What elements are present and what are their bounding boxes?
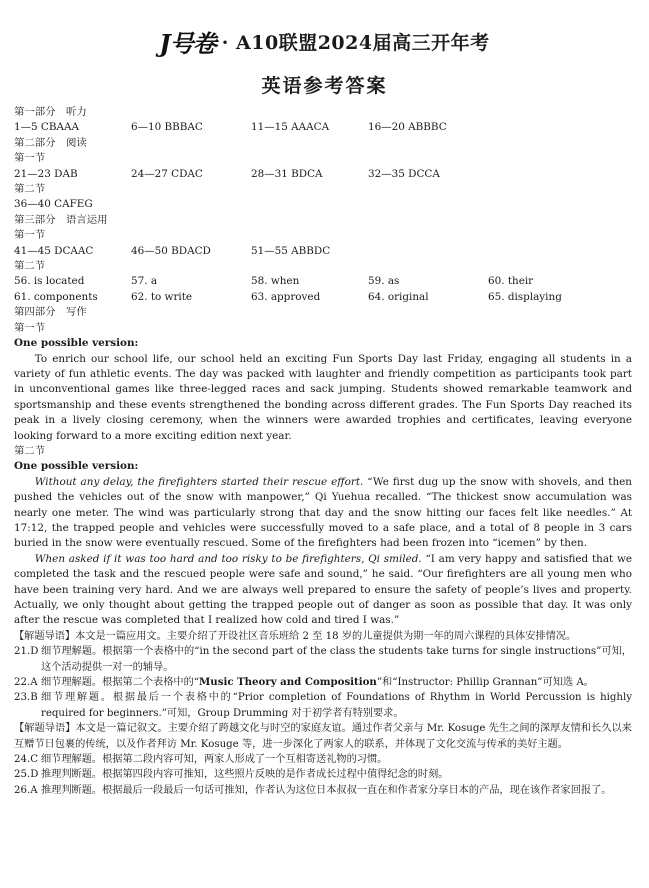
fill-answer: 56. is located	[14, 275, 85, 288]
explanation-text: 细节理解题。根据最后一个表格中的“Prior completion of Foundations of Rhythm in World Percussion is highly required for beginners.”可知，Group Drumming 对于初学者有特别要求。	[41, 692, 632, 719]
answer-group: 1—5 CBAAA	[14, 121, 80, 134]
sample-essay-2-para-1	[14, 475, 632, 552]
explanation-text	[41, 675, 632, 690]
passage-guide-a: 【解题导语】本文是一篇应用文。主要介绍了开设社区音乐班给 2 至 18 岁的儿童提供为期一年的周六课程的具体安排情况。	[14, 630, 577, 642]
essay-text: “I am very happy and satisfied that we completed the task and the rescued people were safe and sound,” he said. “Our firefighters are all young men who have been training very hard. And we are always well prepared to ensure the safety of people’s lives and property. Actually, we only thought about getting the trapped people out of danger as soon as possible that day. It was only after the rescue was completed that I realized how cold and tired I was.”	[14, 552, 632, 627]
explanation-item	[14, 767, 632, 782]
explanation-item	[14, 675, 632, 690]
language-use-answers	[14, 244, 632, 259]
explanation-item	[14, 783, 632, 798]
sample-essay-2-para-2	[14, 552, 632, 629]
section-label: 第一节	[14, 321, 46, 334]
fill-answer: 64. original	[368, 290, 429, 303]
writing-heading: 第四部分 写作	[14, 306, 87, 319]
answer-group: 28—31 BDCA	[251, 167, 323, 180]
explanation-item	[14, 752, 632, 767]
essay-lead-sentence: When asked if it was too hard and too risky to be firefighters, Qi smiled.	[34, 552, 422, 565]
listening-answers	[14, 120, 632, 135]
fill-answer: 59. as	[368, 275, 400, 288]
section-label: 第二节	[14, 260, 46, 273]
essay-lead-sentence: Without any delay, the firefighters started their rescue effort.	[34, 475, 364, 488]
essay-text: “We first dug up the snow with shovels, and then pushed the vehicles out of the snow with manpower,” Qi Yuehua recalled. “The thickest snow accumulation was nearly one meter. The wind was particularly strong that day and the snow hitting our faces felt like needles.” At 17:12, the trapped people and vehicles were successfully moved to a safe place, and a total of 8 people in 3 cars buried in the snow were eventually rescued. Some of the firefighters had been frozen into “icemen” by then.	[14, 475, 632, 550]
question-answer: 26.A	[14, 784, 38, 796]
answer-body	[14, 105, 632, 798]
reading-answers	[14, 167, 632, 182]
question-answer: 21.D	[14, 646, 39, 658]
explanations	[14, 629, 632, 798]
explanation-text: 细节理解题。根据第一个表格中的“in the second part of the class the students take turns for single instructions”可知，这个活动提供一对一的辅导。	[41, 646, 632, 673]
fill-in-answers-row2	[14, 290, 632, 305]
section-label: 第一节	[14, 229, 46, 242]
explanation-text-part: ”和“Instructor: Phillip Grannan”可知选 A。	[376, 677, 594, 689]
explanation-item	[14, 690, 632, 721]
question-answer: 22.A	[14, 677, 38, 689]
explanation-text: 细节理解题。根据第二段内容可知，两家人形成了一个互相寄送礼物的习惯。	[41, 754, 388, 766]
explanation-text: 推理判断题。根据最后一段最后一句话可推知，作者认为这位日本叔叔一直在和作者家分享日本的产品，现在该作者家回报了。	[41, 784, 612, 796]
answer-group: 36—40 CAFEG	[14, 198, 93, 211]
explanation-item	[14, 644, 632, 675]
question-answer: 25.D	[14, 769, 39, 781]
passage-guide-b: 【解题导语】本文是一篇记叙文。主要介绍了跨越文化与时空的家庭友谊。通过作者父亲与 Mr. Kosuge 先生之间的深厚友情和长久以来互赠节日包裹的传统，以及作者拜访 Mr. Kosuge 等，进一步深化了两家人的联系，并体现了文化交流与传承的美好主题。	[14, 723, 632, 750]
section-label: 第二节	[14, 183, 46, 196]
question-answer: 23.B	[14, 692, 38, 704]
exam-title: · A10联盟2024届高三开年考	[221, 32, 490, 54]
answer-group: 46—50 BDACD	[131, 244, 211, 257]
fill-answer: 65. displaying	[488, 290, 562, 303]
answer-group: 41—45 DCAAC	[14, 244, 94, 257]
version-label: One possible version:	[14, 337, 139, 350]
answer-group: 16—20 ABBBC	[368, 121, 447, 134]
version-label: One possible version:	[14, 460, 139, 473]
answer-group: 21—23 DAB	[14, 167, 78, 180]
listening-heading: 第一部分 听力	[14, 106, 87, 118]
language-use-heading: 第三部分 语言运用	[14, 213, 108, 226]
fill-answer: 57. a	[131, 275, 158, 288]
explanation-text: 推理判断题。根据第四段内容可推知，这些照片反映的是作者成长过程中值得纪念的时刻。	[41, 769, 449, 781]
fill-answer: 60. their	[488, 275, 534, 288]
fill-answer: 63. approved	[251, 290, 321, 303]
section-label: 第一节	[14, 152, 46, 165]
section-label: 第二节	[14, 444, 46, 457]
answer-group: 32—35 DCCA	[368, 167, 440, 180]
document-header	[0, 24, 649, 98]
document-subtitle: 英语参考答案	[261, 75, 388, 97]
question-answer: 24.C	[14, 754, 38, 766]
sample-essay-1: To enrich our school life, our school held an exciting Fun Sports Day last Friday, engaging all students in a variety of fun athletic events. The day was packed with laughter and friendly competition as participants took part in unconventional games like three-legged races and sack jumping. Students showed remarkable teamwork and sportsmanship and these events strengthened the bonding across different grades. The Fun Sports Day reached its peak in a lively closing ceremony, when the winners were awarded trophies and certificates, leaving everyone looking forward to a more exciting edition next year.	[14, 352, 632, 442]
explanation-text-part: 细节理解题。根据第二个表格中的“	[41, 677, 200, 689]
fill-in-answers-row1	[14, 274, 632, 289]
answer-group: 51—55 ABBDC	[251, 244, 331, 257]
explanation-highlight: Music Theory and Composition	[199, 676, 377, 689]
fill-answer: 61. components	[14, 290, 98, 303]
brand-logo: J号卷	[159, 29, 216, 58]
fill-answer: 58. when	[251, 275, 300, 288]
reading-heading: 第二部分 阅读	[14, 136, 87, 149]
fill-answer: 62. to write	[131, 290, 193, 303]
answer-group: 24—27 CDAC	[131, 167, 203, 180]
answer-group: 11—15 AAACA	[251, 121, 330, 134]
answer-group: 6—10 BBBAC	[131, 121, 203, 134]
